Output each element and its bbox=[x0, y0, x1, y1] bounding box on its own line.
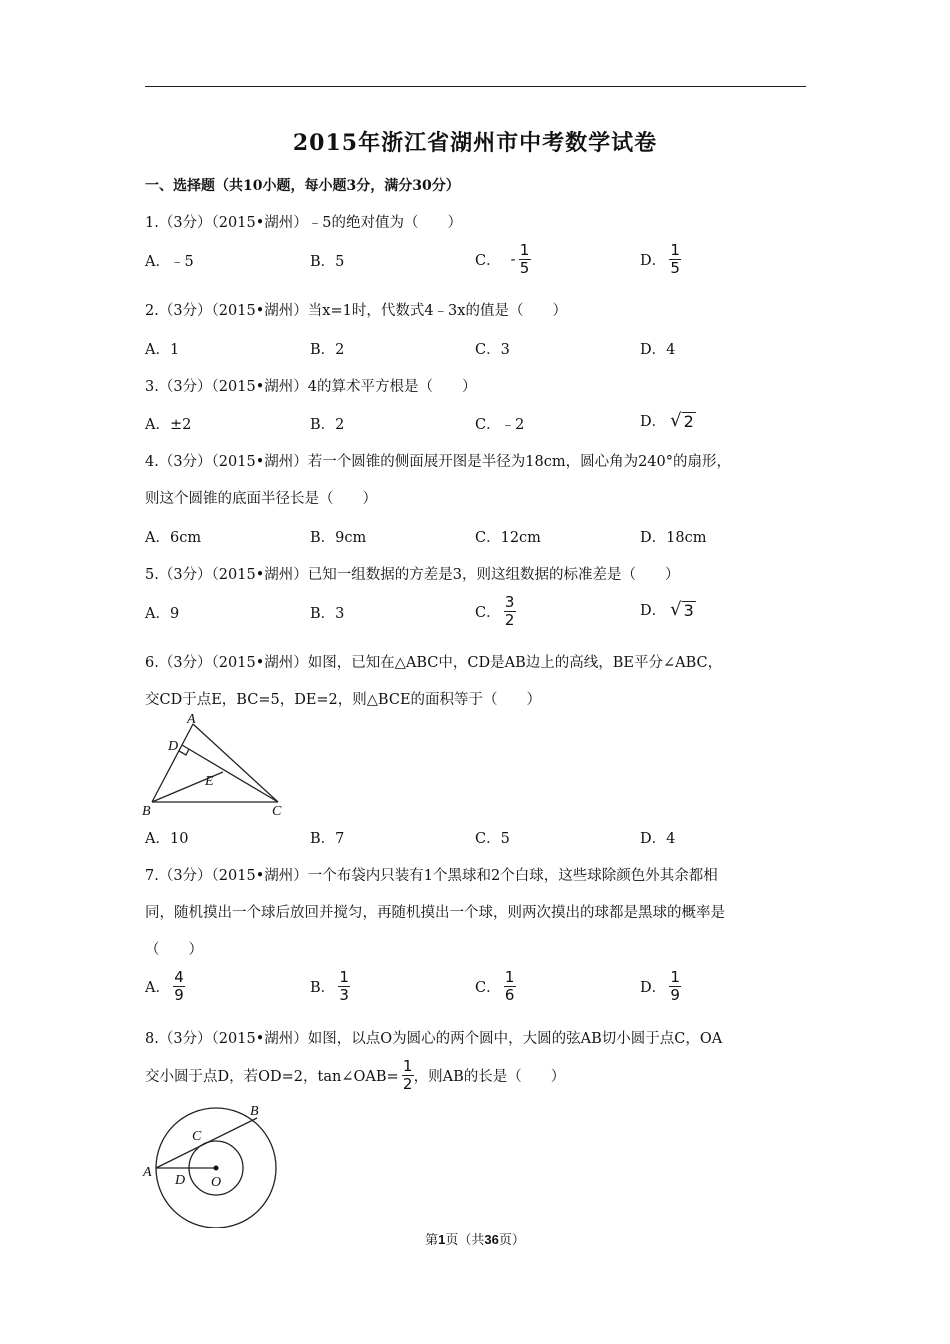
q4-option-d: D．18cm bbox=[640, 530, 707, 546]
question-3-text: 3.（3分）（2015•湖州）4的算术平方根是（ ） bbox=[145, 379, 477, 395]
q8-tan-numerator: 1 bbox=[402, 1057, 413, 1075]
q5-d-label: D． bbox=[640, 603, 667, 619]
right-angle-mark bbox=[179, 749, 189, 755]
question-7-text-3: （ ） bbox=[145, 942, 203, 958]
q7-d-label: D． bbox=[640, 980, 667, 996]
q5-d-radicand: 3 bbox=[683, 600, 694, 620]
q6-option-d: D．4 bbox=[640, 831, 676, 847]
q1-d-fraction bbox=[669, 242, 681, 277]
q4-option-c: C．12cm bbox=[475, 530, 541, 546]
q3-option-d bbox=[640, 410, 696, 431]
q2-option-c: C．3 bbox=[475, 342, 510, 358]
label-b: B bbox=[142, 804, 151, 819]
q7-c-fraction bbox=[504, 969, 516, 1004]
question-2-text: 2.（3分）（2015•湖州）当x=1时，代数式4﹣3x的值是（ ） bbox=[145, 303, 567, 319]
q7-a-label: A． bbox=[145, 980, 170, 996]
question-6-text-2: 交CD于点E，BC=5，DE=2，则△BCE的面积等于（ ） bbox=[145, 692, 542, 708]
segment-cd bbox=[182, 745, 278, 802]
page-footer bbox=[0, 1229, 950, 1248]
q1-d-denominator: 5 bbox=[670, 259, 680, 277]
question-1-text: 1.（3分）（2015•湖州）﹣5的绝对值为（ ） bbox=[145, 215, 462, 231]
question-4-text-2: 则这个圆锥的底面半径长是（ ） bbox=[145, 491, 377, 507]
q7-d-fraction bbox=[669, 969, 681, 1004]
footer-suffix: 页） bbox=[498, 1233, 525, 1248]
q1-c-fraction bbox=[519, 242, 531, 277]
question-6-text-1: 6.（3分）（2015•湖州）如图，已知在△ABC中，CD是AB边上的高线，BE平分∠ABC， bbox=[145, 655, 723, 671]
label-o: O bbox=[211, 1175, 222, 1190]
q7-a-fraction bbox=[173, 969, 185, 1004]
label-a: A bbox=[143, 1165, 152, 1180]
label-e: E bbox=[205, 774, 214, 789]
q5-c-numerator: 3 bbox=[504, 593, 515, 611]
q8-tan-denominator: 2 bbox=[402, 1075, 413, 1093]
q3-option-b: B．2 bbox=[310, 417, 345, 433]
label-d: D bbox=[168, 739, 179, 754]
question-7-text-1: 7.（3分）（2015•湖州）一个布袋内只装有1个黑球和2个白球，这些球除颜色外其余都相 bbox=[145, 868, 718, 884]
segment-ab bbox=[152, 724, 193, 802]
center-point bbox=[214, 1166, 219, 1171]
q8-line2-prefix: 交小圆于点D，若OD=2，tan∠OAB= bbox=[145, 1069, 399, 1085]
q6-option-b: B．7 bbox=[310, 831, 345, 847]
footer-prefix: 第 bbox=[425, 1233, 439, 1248]
q3-d-label: D． bbox=[640, 414, 667, 430]
q1-option-b: B．5 bbox=[310, 254, 345, 270]
page-title: 2015年浙江省湖州市中考数学试卷 bbox=[292, 130, 658, 156]
q1-option-a: A．﹣5 bbox=[145, 254, 194, 270]
label-a: A bbox=[187, 712, 196, 727]
q1-option-c bbox=[475, 242, 531, 277]
q2-option-b: B．2 bbox=[310, 342, 345, 358]
q3-d-radicand: 2 bbox=[683, 411, 694, 431]
q1-d-numerator: 1 bbox=[670, 241, 680, 259]
q1-c-denominator: 5 bbox=[519, 259, 530, 277]
q7-b-fraction bbox=[338, 969, 350, 1004]
q4-option-a: A．6cm bbox=[145, 530, 202, 546]
label-b: B bbox=[250, 1104, 259, 1119]
question-8-text-2 bbox=[145, 1058, 565, 1093]
q8-tan-fraction bbox=[402, 1058, 414, 1093]
q7-option-a bbox=[145, 969, 185, 1004]
q5-option-c bbox=[475, 594, 516, 629]
q1-c-numerator: 1 bbox=[519, 241, 530, 259]
q5-option-b: B．3 bbox=[310, 606, 345, 622]
footer-total-pages: 36 bbox=[484, 1232, 499, 1247]
section-heading: 一、选择题（共10小题，每小题3分，满分30分） bbox=[145, 178, 460, 194]
question-8-text-1: 8.（3分）（2015•湖州）如图，以点O为圆心的两个圆中，大圆的弦AB切小圆于点C，OA bbox=[145, 1031, 723, 1047]
q6-option-c: C．5 bbox=[475, 831, 510, 847]
q3-d-sqrt: √ 2 bbox=[670, 409, 694, 431]
q2-option-a: A．1 bbox=[145, 342, 180, 358]
q5-c-fraction bbox=[504, 594, 516, 629]
q7-d-denominator: 9 bbox=[670, 986, 680, 1004]
q7-a-denominator: 9 bbox=[174, 986, 184, 1004]
q3-option-c: C．﹣2 bbox=[475, 417, 525, 433]
q7-a-numerator: 4 bbox=[174, 968, 184, 986]
footer-page-number: 1 bbox=[438, 1232, 446, 1247]
q7-d-numerator: 1 bbox=[670, 968, 680, 986]
q5-d-sqrt: √ 3 bbox=[670, 598, 694, 620]
q5-c-denominator: 2 bbox=[504, 611, 515, 629]
question-7-text-2: 同，随机摸出一个球后放回并搅匀，再随机摸出一个球，则两次摸出的球都是黑球的概率是 bbox=[145, 905, 725, 921]
q2-option-d: D．4 bbox=[640, 342, 676, 358]
triangle-figure bbox=[140, 712, 290, 820]
q7-c-denominator: 6 bbox=[504, 986, 515, 1004]
segment-ac bbox=[193, 724, 278, 802]
question-4-text-1: 4.（3分）（2015•湖州）若一个圆锥的侧面展开图是半径为18cm，圆心角为240°的扇形， bbox=[145, 454, 732, 470]
q7-c-numerator: 1 bbox=[504, 968, 515, 986]
q5-option-d bbox=[640, 599, 696, 620]
q7-option-c bbox=[475, 969, 516, 1004]
q1-option-d bbox=[640, 242, 681, 277]
footer-middle: 页（共 bbox=[445, 1233, 485, 1248]
q7-option-d bbox=[640, 969, 681, 1004]
label-c: C bbox=[192, 1129, 202, 1144]
q7-b-numerator: 1 bbox=[339, 968, 349, 986]
q7-b-label: B． bbox=[310, 980, 336, 996]
q3-option-a: A．±2 bbox=[145, 417, 192, 433]
q1-d-label: D． bbox=[640, 253, 667, 269]
q7-b-denominator: 3 bbox=[339, 986, 349, 1004]
header-rule bbox=[145, 86, 806, 87]
q1-c-sign: - bbox=[510, 251, 516, 268]
q4-option-b: B．9cm bbox=[310, 530, 367, 546]
q7-option-b bbox=[310, 969, 350, 1004]
q5-c-label: C． bbox=[475, 605, 501, 621]
q7-c-label: C． bbox=[475, 980, 501, 996]
q8-line2-suffix: ，则AB的长是（ ） bbox=[413, 1069, 566, 1085]
circles-figure bbox=[140, 1098, 310, 1228]
q1-c-label: C． bbox=[475, 253, 501, 269]
label-c: C bbox=[272, 804, 282, 819]
label-d: D bbox=[175, 1173, 186, 1188]
q6-option-a: A．10 bbox=[145, 831, 189, 847]
question-5-text: 5.（3分）（2015•湖州）已知一组数据的方差是3，则这组数据的标准差是（ ） bbox=[145, 567, 680, 583]
q5-option-a: A．9 bbox=[145, 606, 180, 622]
